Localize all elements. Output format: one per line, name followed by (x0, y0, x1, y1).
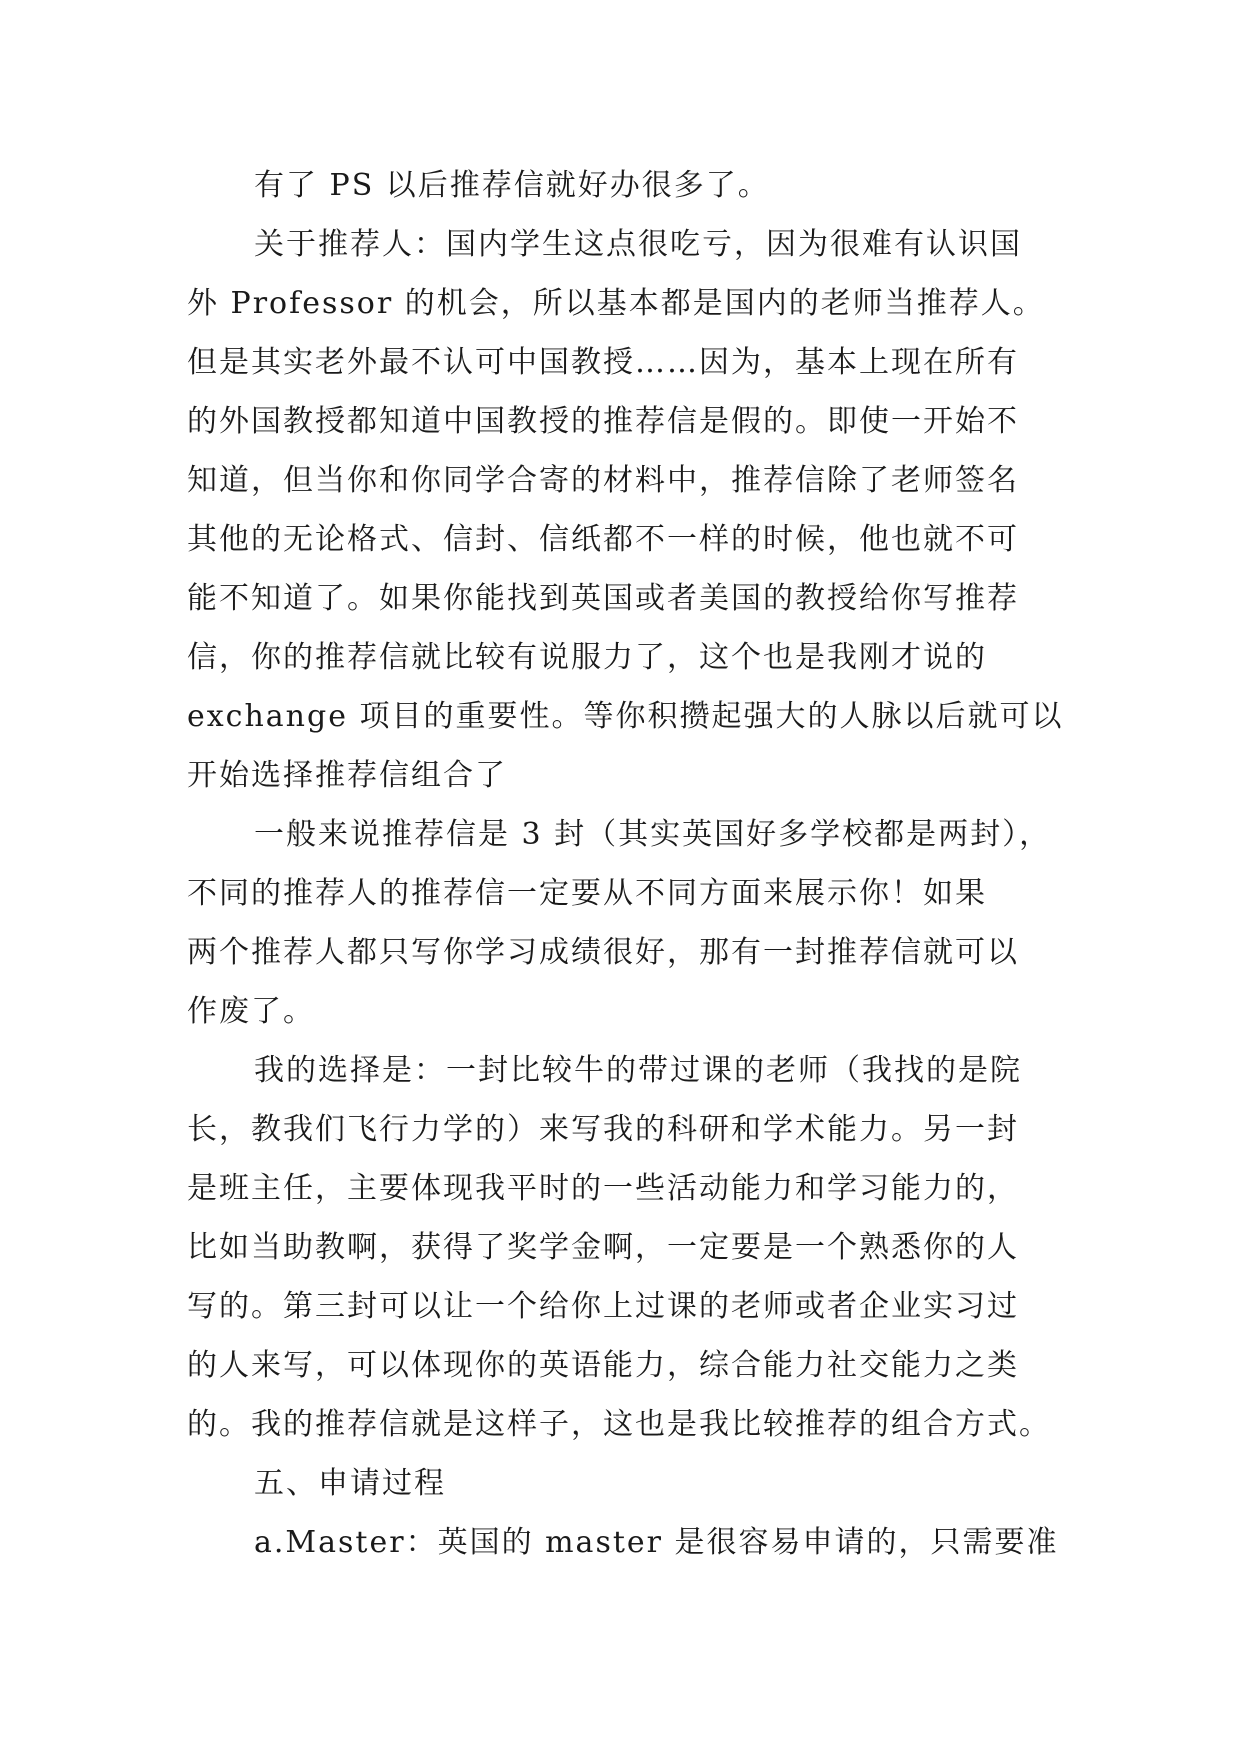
text-line: 不同的推荐人的推荐信一定要从不同方面来展示你！如果 (187, 876, 987, 911)
text-line: 一般来说推荐信是 3 封（其实英国好多学校都是两封）， (254, 817, 1052, 852)
text-line: 其他的无论格式、信封、信纸都不一样的时候，他也就不可 (187, 522, 1019, 557)
text-line: 我的选择是：一封比较牛的带过课的老师（我找的是院 (254, 1053, 1022, 1088)
text-line: a.Master：英国的 master 是很容易申请的，只需要准 (254, 1525, 1059, 1560)
text-line: 作废了。 (187, 994, 315, 1029)
text-line: 写的。第三封可以让一个给你上过课的老师或者企业实习过 (187, 1289, 1019, 1324)
text-line: 关于推荐人：国内学生这点很吃亏，因为很难有认识国 (254, 227, 1022, 262)
text-line: 比如当助教啊，获得了奖学金啊，一定要是一个熟悉你的人 (187, 1230, 1019, 1265)
text-line: 信，你的推荐信就比较有说服力了，这个也是我刚才说的 (187, 640, 987, 675)
text-line: exchange 项目的重要性。等你积攒起强大的人脉以后就可以 (187, 699, 1064, 734)
text-line: 但是其实老外最不认可中国教授……因为，基本上现在所有 (187, 345, 1019, 380)
text-line: 的外国教授都知道中国教授的推荐信是假的。即使一开始不 (187, 404, 1019, 439)
text-line: 长，教我们飞行力学的）来写我的科研和学术能力。另一封 (187, 1112, 1019, 1147)
section-heading: 五、申请过程 (254, 1466, 446, 1501)
text-line: 开始选择推荐信组合了 (187, 758, 507, 793)
text-line: 知道，但当你和你同学合寄的材料中，推荐信除了老师签名 (187, 463, 1019, 498)
text-line: 的人来写，可以体现你的英语能力，综合能力社交能力之类 (187, 1348, 1019, 1383)
text-line: 的。我的推荐信就是这样子，这也是我比较推荐的组合方式。 (187, 1407, 1051, 1442)
text-line: 外 Professor 的机会，所以基本都是国内的老师当推荐人。 (187, 286, 1045, 321)
text-line: 是班主任，主要体现我平时的一些活动能力和学习能力的， (187, 1171, 1019, 1206)
text-line: 能不知道了。如果你能找到英国或者美国的教授给你写推荐 (187, 581, 1019, 616)
text-line: 两个推荐人都只写你学习成绩很好，那有一封推荐信就可以 (187, 935, 1019, 970)
text-line: 有了 PS 以后推荐信就好办很多了。 (254, 168, 770, 203)
